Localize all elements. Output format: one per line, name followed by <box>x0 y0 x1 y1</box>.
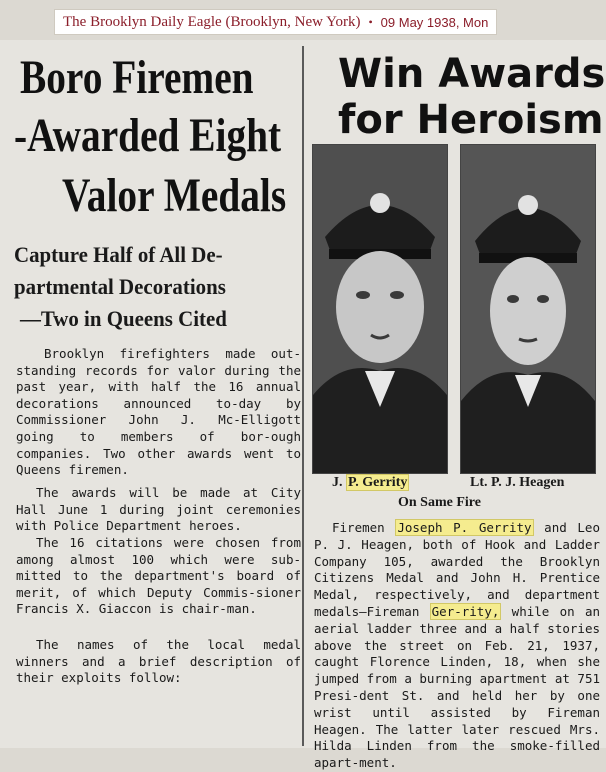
newspaper-name: The Brooklyn Daily Eagle (Brooklyn, New York) <box>63 13 361 30</box>
photo-heagen <box>460 144 596 474</box>
headline-line-1: Boro Firemen <box>20 51 254 104</box>
right-headline-line-1: Win Awards <box>338 51 606 97</box>
clipping-header <box>0 0 606 40</box>
para-start: Firemen <box>332 520 396 535</box>
publication-date: 09 May 1938, Mon <box>380 14 489 30</box>
photo-gerrity <box>312 144 448 474</box>
headline-line-3: Valor Medals <box>62 169 287 222</box>
article-paragraph: The awards will be made at City Hall June 1 during joint ceremonies with Police Department heroes. <box>16 485 301 534</box>
name-highlight: Joseph P. Gerrity <box>397 520 532 535</box>
right-article-paragraph <box>314 520 600 772</box>
subhead-line-2: partmental Decorations <box>14 274 226 299</box>
portrait-illustration <box>461 145 595 473</box>
name-highlight-2: Ger-rity, <box>431 603 500 619</box>
subhead-line-1: Capture Half of All De- <box>14 242 223 267</box>
portrait-illustration <box>313 145 447 473</box>
column-divider <box>302 46 304 746</box>
source-label <box>54 9 497 35</box>
para-end: while on an aerial ladder three and a half stories above the street on Feb. 21, 1937, caught Florence Linden, 18, when she jumped from a burning apartment at 751 Presi-dent St. and held her by one wrist until assisted by Fireman Heagen. The latter later rescued Mrs. Hilda Linden from the smoke-filled apart-ment. <box>314 603 600 771</box>
photo-caption-heagen: Lt. P. J. Heagen <box>470 475 565 490</box>
subhead-line-3: —Two in Queens Cited <box>20 306 227 331</box>
right-headline-line-2: for Heroism <box>338 97 604 143</box>
article-paragraph: The 16 citations were chosen from among almost 100 which were sub-mitted to the department's board of merit, of which Deputy Commis-sioner Francis X. Giaccon is chair-man. <box>16 535 301 617</box>
headline-line-2: -Awarded Eight <box>14 109 282 162</box>
separator-dot: • <box>368 14 373 29</box>
caption-prefix: J. <box>332 475 346 490</box>
photo-caption-gerrity <box>332 476 409 490</box>
article-paragraph: Brooklyn firefighters made out-standing records for valor during the past year, with half the 16 annual decorations announced to-day by Commissioner John J. Mc-Elligott going to members of bor-ough companies. Two other awards went to Queens firemen. <box>16 346 301 478</box>
photo-caption-shared: On Same Fire <box>398 495 481 510</box>
caption-highlight: P. Gerrity <box>348 475 408 490</box>
article-paragraph: The names of the local medal winners and a brief description of their exploits follow: <box>16 637 301 686</box>
para-mid: and Leo P. J. Heagen, both of Hook and Ladder Company 105, awarded the Brooklyn Citizens Medal and John H. Prentice Medal, respectively, and department medals—Fireman <box>314 520 600 619</box>
